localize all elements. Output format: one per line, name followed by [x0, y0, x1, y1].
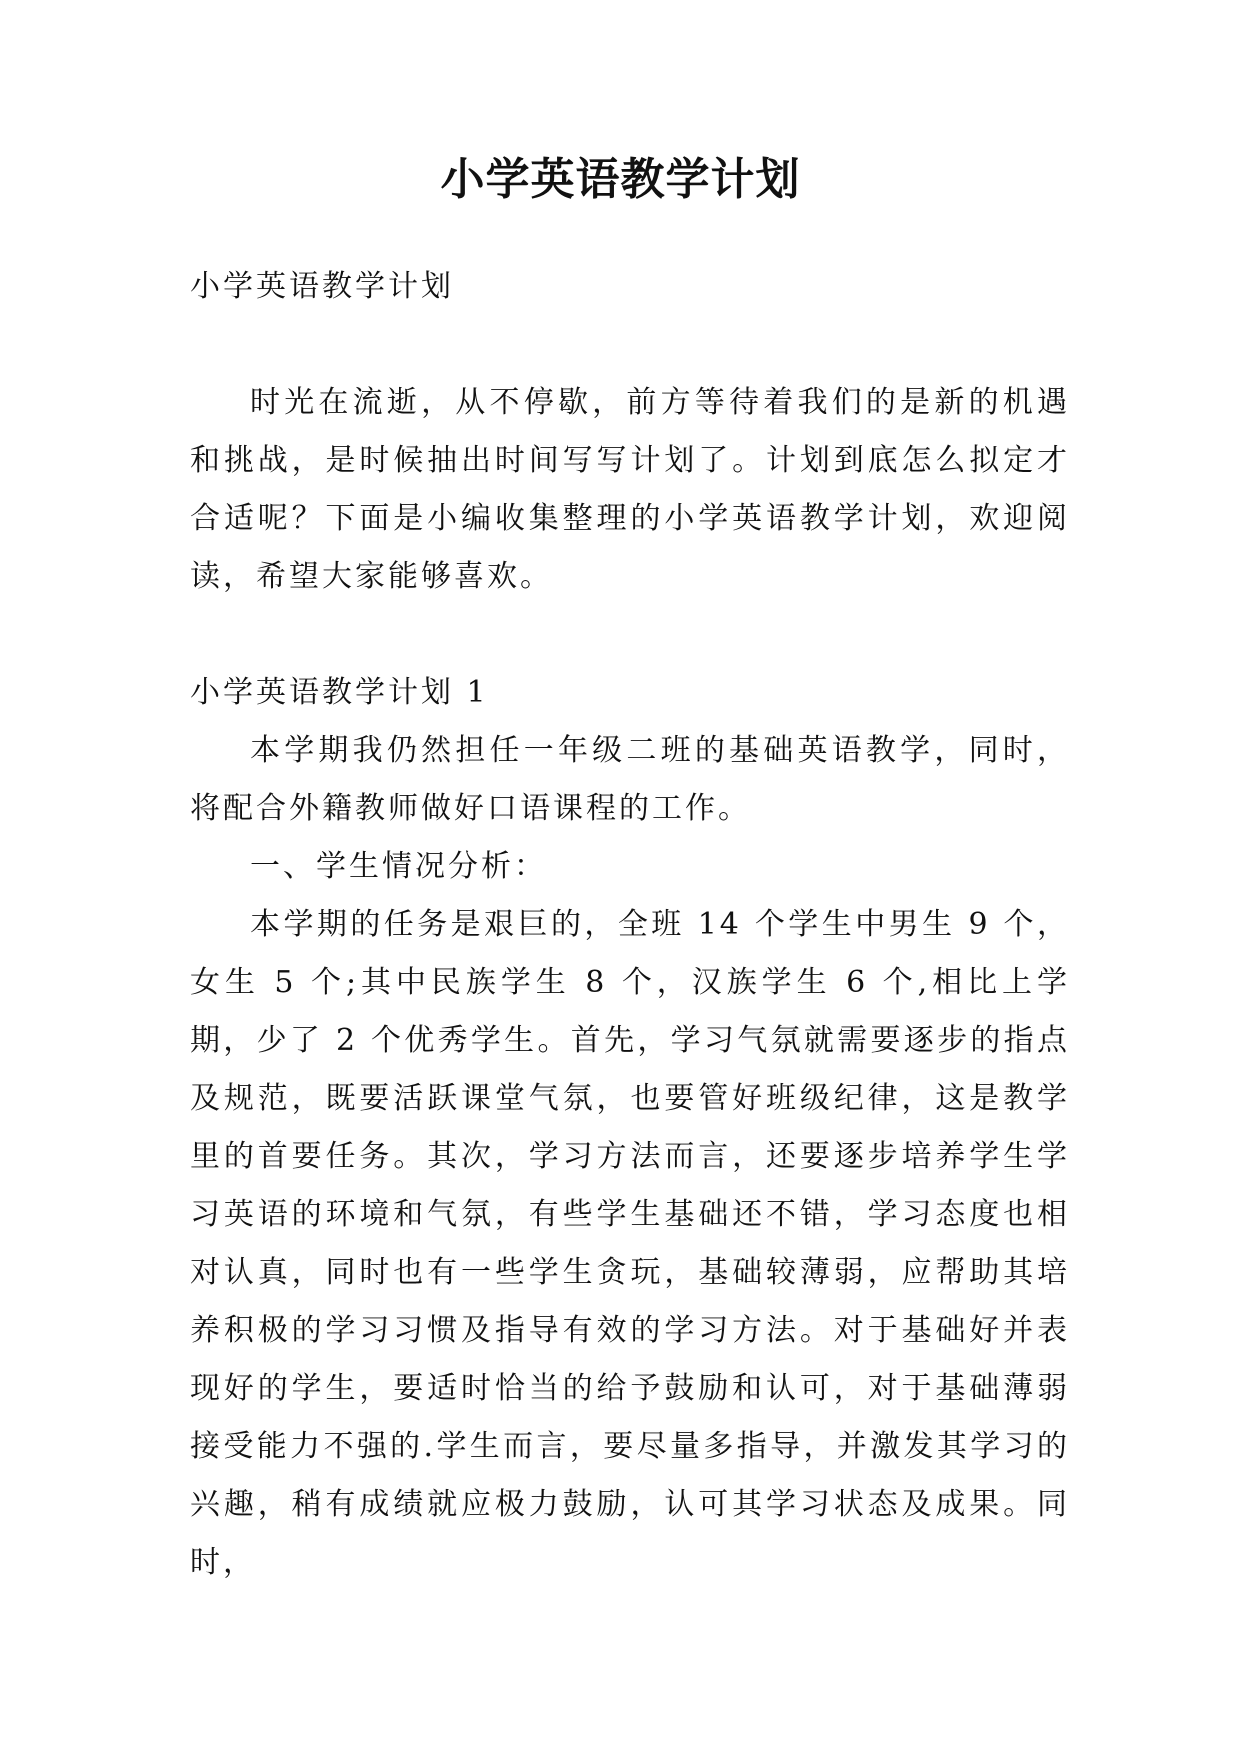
document-subtitle: 小学英语教学计划: [190, 269, 454, 304]
document-title: 小学英语教学计划: [440, 154, 801, 205]
section-paragraph: 本学期我仍然担任一年级二班的基础英语教学，同时，将配合外籍教师做好口语课程的工作。: [190, 733, 1070, 826]
section-paragraph: 本学期的任务是艰巨的，全班 14 个学生中男生 9 个，女生 5 个;其中民族学生 8 个，汉族学生 6 个,相比上学期，少了 2 个优秀学生。首先，学习气氛就需要逐步的指点及规范，既要活跃课堂气氛，也要管好班级纪律，这是教学里的首要任务。其次，学习方法而言，还要逐步培养学生学习英语的环境和气氛，有些学生基础还不错，学习态度也相对认真，同时也有一些学生贪玩，基础较薄弱，应帮助其培养积极的学习习惯及指导有效的学习方法。对于基础好并表现好的学生，要适时恰当的给予鼓励和认可，对于基础薄弱接受能力不强的.学生而言，要尽量多指导，并激发其学习的兴趣，稍有成绩就应极力鼓励，认可其学习状态及成果。同时，: [190, 907, 1070, 1580]
section-title: 小学英语教学计划 1: [190, 675, 489, 710]
spacer: [190, 316, 1070, 374]
intro-paragraph: 时光在流逝，从不停歇，前方等待着我们的是新的机遇和挑战，是时候抽出时间写写计划了。计划到底怎么拟定才合适呢？下面是小编收集整理的小学英语教学计划，欢迎阅读，希望大家能够喜欢。: [190, 385, 1070, 594]
section-heading: 一、学生情况分析：: [250, 849, 547, 884]
document-body: [190, 258, 1070, 1592]
spacer: [190, 606, 1070, 664]
